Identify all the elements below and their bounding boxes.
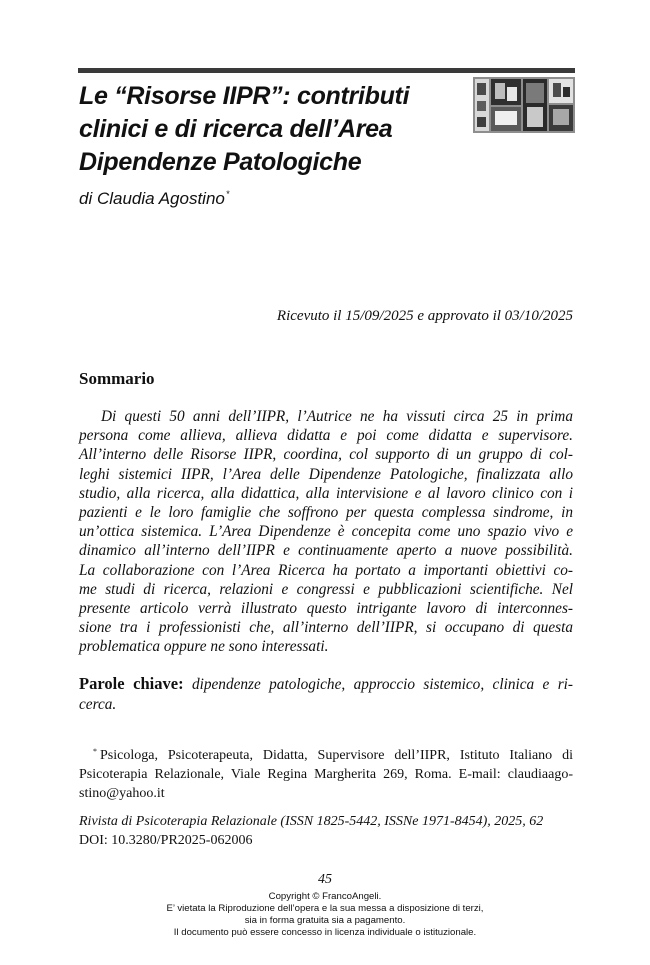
- received-date: Ricevuto il 15/09/2025 e approvato il 03/10/2025: [276, 308, 573, 324]
- abstract-line: sione tra i professionisti che, all’interno dell’IIPR, si occupano di questa: [79, 619, 573, 637]
- keywords-label: Parole chiave:: [79, 674, 184, 693]
- author-footnote: [79, 742, 573, 803]
- abstract-line: me studi di ricerca, relazioni e congressi e pubblicazioni scientifiche. Nel: [79, 580, 573, 598]
- journal-citation-text: Rivista di Psicoterapia Relazionale (ISSN 1825-5442, ISSNe 1971-8454), 2025, 62: [79, 814, 544, 829]
- journal-reference: [79, 812, 573, 850]
- page-number: 45: [318, 872, 332, 887]
- footnote-line: Psicoterapia Relazionale, Viale Regina Margherita 269, Roma. E-mail: claudiaago-: [79, 767, 573, 782]
- footnote-line: [79, 742, 573, 765]
- abstract-line: presente articolo verrà illustrato questo intrigante lavoro di interconnes-: [79, 600, 573, 618]
- abstract-line: La collaborazione con l’Area Ricerca ha portato a importanti obiettivi co-: [79, 561, 573, 579]
- abstract-line: un’ottica sistemica. L’Area Dipendenze è concepita come uno spazio vivo e: [79, 523, 573, 541]
- abstract-line: dinamico all’interno dell’IIPR e continuamente aperto a nuove possibilità.: [79, 542, 573, 560]
- doi: DOI: 10.3280/PR2025-062006: [79, 833, 253, 848]
- abstract-line: problematica oppure ne sono interessati.: [79, 638, 329, 656]
- abstract-line: Di questi 50 anni dell’IIPR, l’Autrice ne ha vissuti circa 25 in prima: [101, 408, 573, 425]
- copyright-line: sia in forma gratuita sia a pagamento.: [244, 915, 406, 926]
- copyright-notice: [0, 891, 650, 939]
- copyright-line: Il documento può essere concesso in licenza individuale o istituzionale.: [173, 927, 477, 938]
- title-line: Le “Risorse IIPR”: contributi: [79, 82, 410, 110]
- abstract-body: [79, 407, 573, 657]
- abstract-line: All’interno delle Risorse IIPR, coordina, col supporto di un gruppo di col-: [79, 446, 573, 464]
- abstract-line: studio, alla ricerca, alla didattica, alla intervisione e al lavoro clinico con i: [79, 484, 573, 502]
- abstract-heading: Sommario: [79, 369, 155, 388]
- footnote-marker: *: [93, 747, 97, 756]
- journal-citation: [79, 812, 573, 831]
- keywords-block: [79, 674, 573, 715]
- title-line: clinici e di ricerca dell’Area: [79, 115, 393, 143]
- keywords-line: [79, 695, 573, 715]
- keywords-text: dipendenze patologiche, approccio sistemico, clinica e ri-: [191, 676, 573, 693]
- copyright-line: Copyright © FrancoAngeli.: [268, 891, 382, 902]
- abstract-line: persona come allieva, allieva didatta e poi come didatta e supervisore.: [79, 427, 573, 445]
- footnote-line: stino@yahoo.it: [79, 786, 165, 801]
- section-thumbnail-image: [473, 77, 575, 133]
- title-line: Dipendenze Patologiche: [79, 148, 362, 176]
- header-rule: [78, 68, 575, 73]
- copyright-line: E’ vietata la Riproduzione dell’opera e la sua messa a disposizione di terzi,: [166, 903, 484, 914]
- abstract-line: pazienti e le loro famiglie che soffrono per questa complessa sindrome, in: [79, 504, 573, 522]
- keywords-text: cerca.: [79, 696, 117, 713]
- abstract-line: leghi sistemici IIPR, l’Area delle Dipendenze Patologiche, finalizzata allo: [79, 465, 573, 483]
- footnote-text: Psicologa, Psicoterapeuta, Didatta, Supervisore dell’IIPR, Istituto Italiano di: [100, 748, 573, 763]
- photo-collage-icon: [473, 77, 575, 133]
- keywords-line: [79, 674, 573, 695]
- author-name: di Claudia Agostino: [79, 189, 225, 208]
- article-author: [79, 189, 229, 209]
- footnote-marker: *: [225, 189, 230, 199]
- article-title: [79, 80, 459, 179]
